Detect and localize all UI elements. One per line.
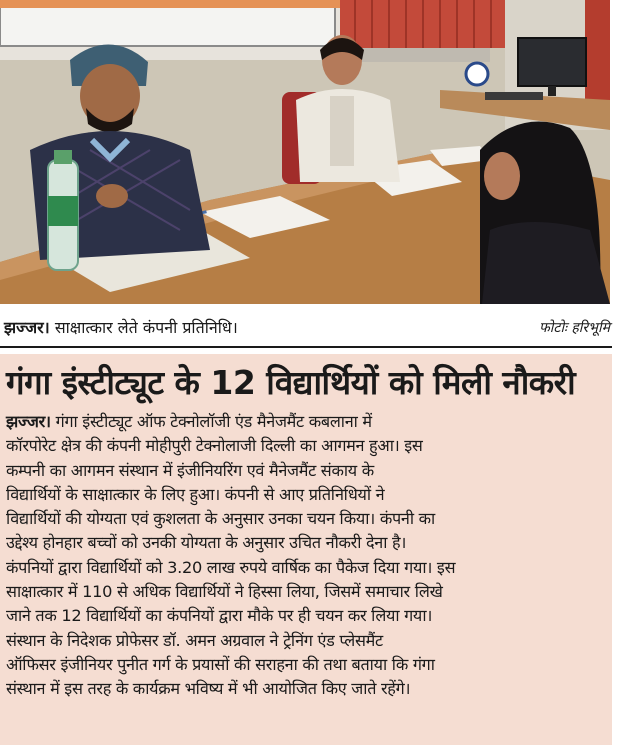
woman-scarf	[330, 96, 354, 166]
photo-caption	[4, 314, 610, 340]
caption-place: झज्जर।	[4, 318, 50, 337]
man-hand	[96, 184, 128, 208]
body-line	[6, 410, 606, 434]
computer-monitor	[518, 38, 586, 86]
news-article	[0, 354, 612, 745]
bottle-cap	[54, 150, 72, 164]
woman-back-blazer	[482, 222, 610, 304]
window-sill	[360, 48, 490, 62]
article-headline: गंगा इंस्टीट्यूट के 12 विद्यार्थियों को मिली नौकरी	[6, 363, 576, 402]
divider	[0, 346, 612, 348]
caption-description: साक्षात्कार लेते कंपनी प्रतिनिधि।	[54, 318, 238, 337]
article-body	[6, 410, 606, 702]
body-line: संस्थान के निदेशक प्रोफेसर डॉ. अमन अग्रवाल ने ट्रेनिंग एंड प्लेसमैंट	[6, 630, 383, 650]
body-line: साक्षात्कार में 110 से अधिक विद्यार्थियों ने हिस्सा लिया, जिसमें समाचार लिखे	[6, 582, 443, 602]
news-photo	[0, 0, 610, 304]
keyboard	[485, 92, 543, 100]
body-line: ऑफिसर इंजीनियर पुनीत गर्ग के प्रयासों की सराहना की तथा बताया कि गंगा	[6, 654, 435, 674]
body-line: विद्यार्थियों के साक्षात्कार के लिए हुआ। कंपनी से आए प्रतिनिधियों ने	[6, 484, 385, 504]
bottle-label	[48, 196, 78, 226]
woman-back-face	[484, 152, 520, 200]
body-line-text: गंगा इंस्टीट्यूट ऑफ टेक्नोलॉजी एंड मैनेजमैंट कबलाना में	[55, 412, 372, 431]
right-curtain	[585, 0, 610, 110]
body-line: कॉरपोरेट क्षेत्र की कंपनी मोहीपुरी टेक्नोलाजी दिल्ली का आगमन हुआ। इस	[6, 436, 423, 456]
body-line: संस्थान में इस तरह के कार्यक्रम भविष्य में भी आयोजित किए जाते रहेंगे।	[6, 679, 411, 699]
body-line: कंपनियों द्वारा विद्यार्थियों को 3.20 लाख रुपये वार्षिक का पैकेज दिया गया। इस	[6, 557, 456, 577]
article-dateline: झज्जर।	[6, 412, 51, 431]
photo-credit: फोटोः हरिभूमि	[538, 319, 610, 336]
body-line: कम्पनी का आगमन संस्थान में इंजीनियरिंग एवं मैनेजमैंट संकाय के	[6, 460, 374, 480]
monitor-stand	[548, 86, 556, 96]
body-line: विद्यार्थियों की योग्यता एवं कुशलता के अनुसार उनका चयन किया। कंपनी का	[6, 509, 435, 529]
interview-scene-illustration	[0, 0, 610, 304]
wall-clock	[466, 63, 488, 85]
caption-text	[4, 316, 238, 338]
body-line: जाने तक 12 विद्यार्थियों का कंपनियों द्वारा मौके पर ही चयन कर लिया गया।	[6, 606, 433, 626]
body-line: उद्देश्य होनहार बच्चों को उनकी योग्यता के अनुसार उचित नौकरी देना है।	[6, 533, 407, 553]
